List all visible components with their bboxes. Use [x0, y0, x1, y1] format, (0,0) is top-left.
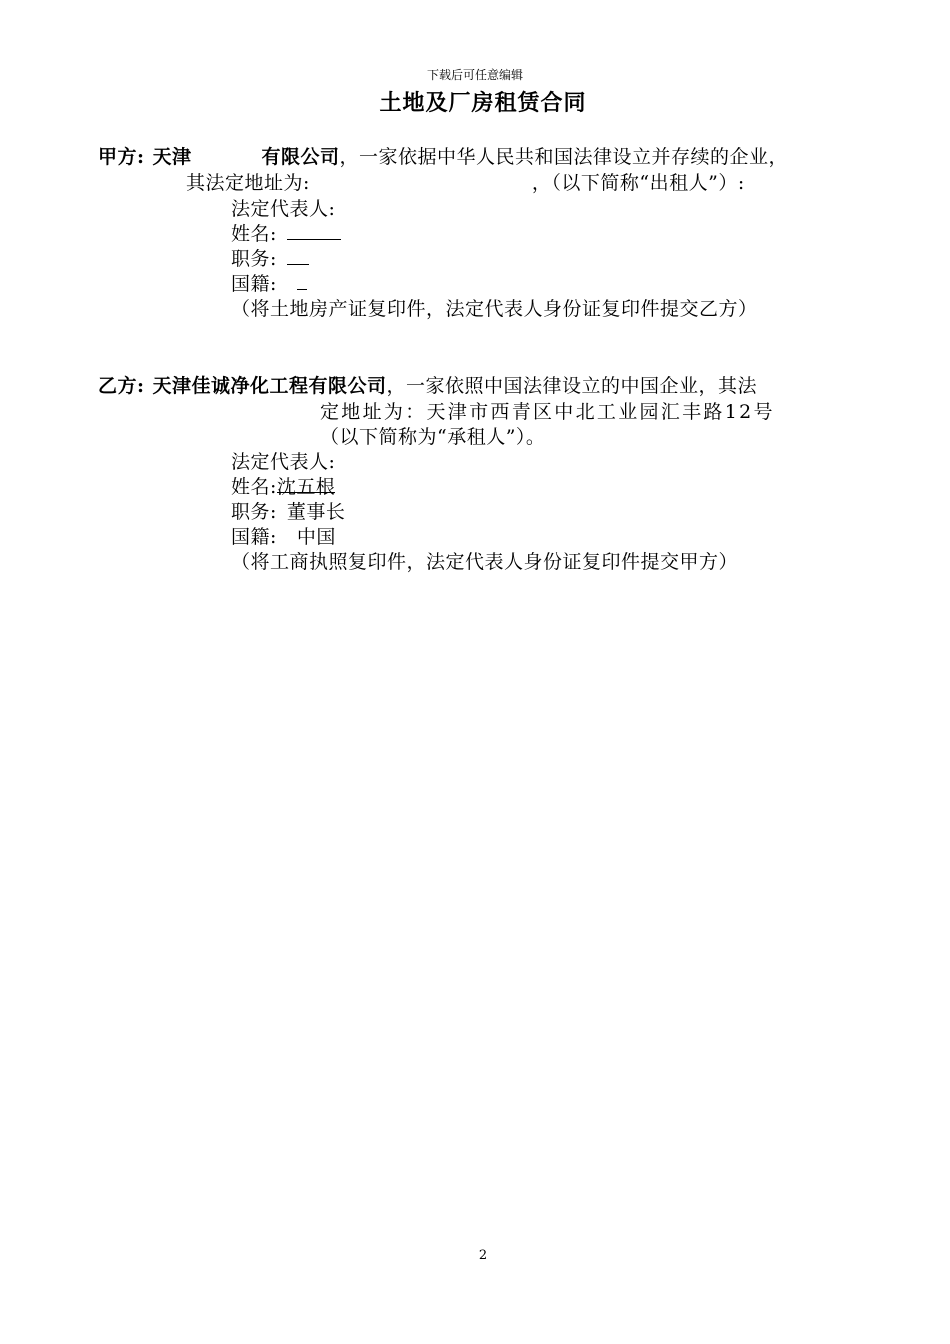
party-a-name-label: 姓名:	[231, 223, 277, 245]
party-b-name-label: 姓名:	[231, 476, 277, 498]
party-a-nationality-blank	[297, 271, 307, 290]
party-b-title-value: 董事长	[286, 501, 346, 523]
party-b-label: 乙方:	[98, 375, 145, 397]
party-a-name-part2: 有限公司	[261, 146, 340, 168]
party-a-title-row	[231, 246, 309, 272]
party-a-address-label: 其法定地址为:	[186, 172, 310, 194]
party-a-alias: ，（以下简称“出租人”）:	[531, 172, 745, 194]
party-b-rep-label: 法定代表人:	[231, 451, 336, 473]
party-a-title-blank	[287, 246, 309, 265]
party-a-note: （将土地房产证复印件，法定代表人身份证复印件提交乙方）	[231, 298, 758, 320]
party-b-name-row	[231, 474, 335, 500]
party-b-nationality-value: 中国	[296, 526, 336, 548]
party-b-description: ，一家依照中国法律设立的中国企业，其法	[386, 375, 758, 397]
page-number: 2	[478, 1248, 488, 1263]
party-b-note: （将工商执照复印件，法定代表人身份证复印件提交甲方）	[231, 551, 739, 573]
document-title: 土地及厂房租赁合同	[379, 90, 587, 116]
party-b-title-label: 职务:	[231, 501, 277, 523]
party-b-title-row	[231, 499, 345, 525]
party-b-alias: （以下简称为“承租人”）。	[320, 426, 546, 448]
party-a-name-part1: 天津	[152, 146, 192, 168]
party-b-nationality-label: 国籍:	[231, 526, 277, 548]
party-a-line-2	[186, 170, 745, 196]
party-b-name-value: 沈五根	[276, 476, 336, 498]
party-a-name-row	[231, 221, 341, 247]
party-b-address: 定地址为：天津市西青区中北工业园汇丰路12号	[320, 401, 775, 423]
header-note: 下载后可任意编辑	[426, 68, 523, 82]
party-b-line-1	[98, 373, 757, 399]
party-a-description: ，一家依据中华人民共和国法律设立并存续的企业，	[339, 146, 789, 168]
party-a-rep-label: 法定代表人:	[231, 198, 336, 220]
party-a-label: 甲方:	[98, 146, 145, 168]
party-a-title-label: 职务:	[231, 248, 277, 270]
party-a-nationality-label: 国籍:	[231, 273, 277, 295]
party-a-line-1	[98, 144, 788, 170]
party-a-name-blank	[287, 221, 341, 240]
party-b-name: 天津佳诚净化工程有限公司	[152, 375, 387, 397]
party-b-nationality-row	[231, 524, 336, 550]
party-a-nationality-row	[231, 271, 307, 297]
